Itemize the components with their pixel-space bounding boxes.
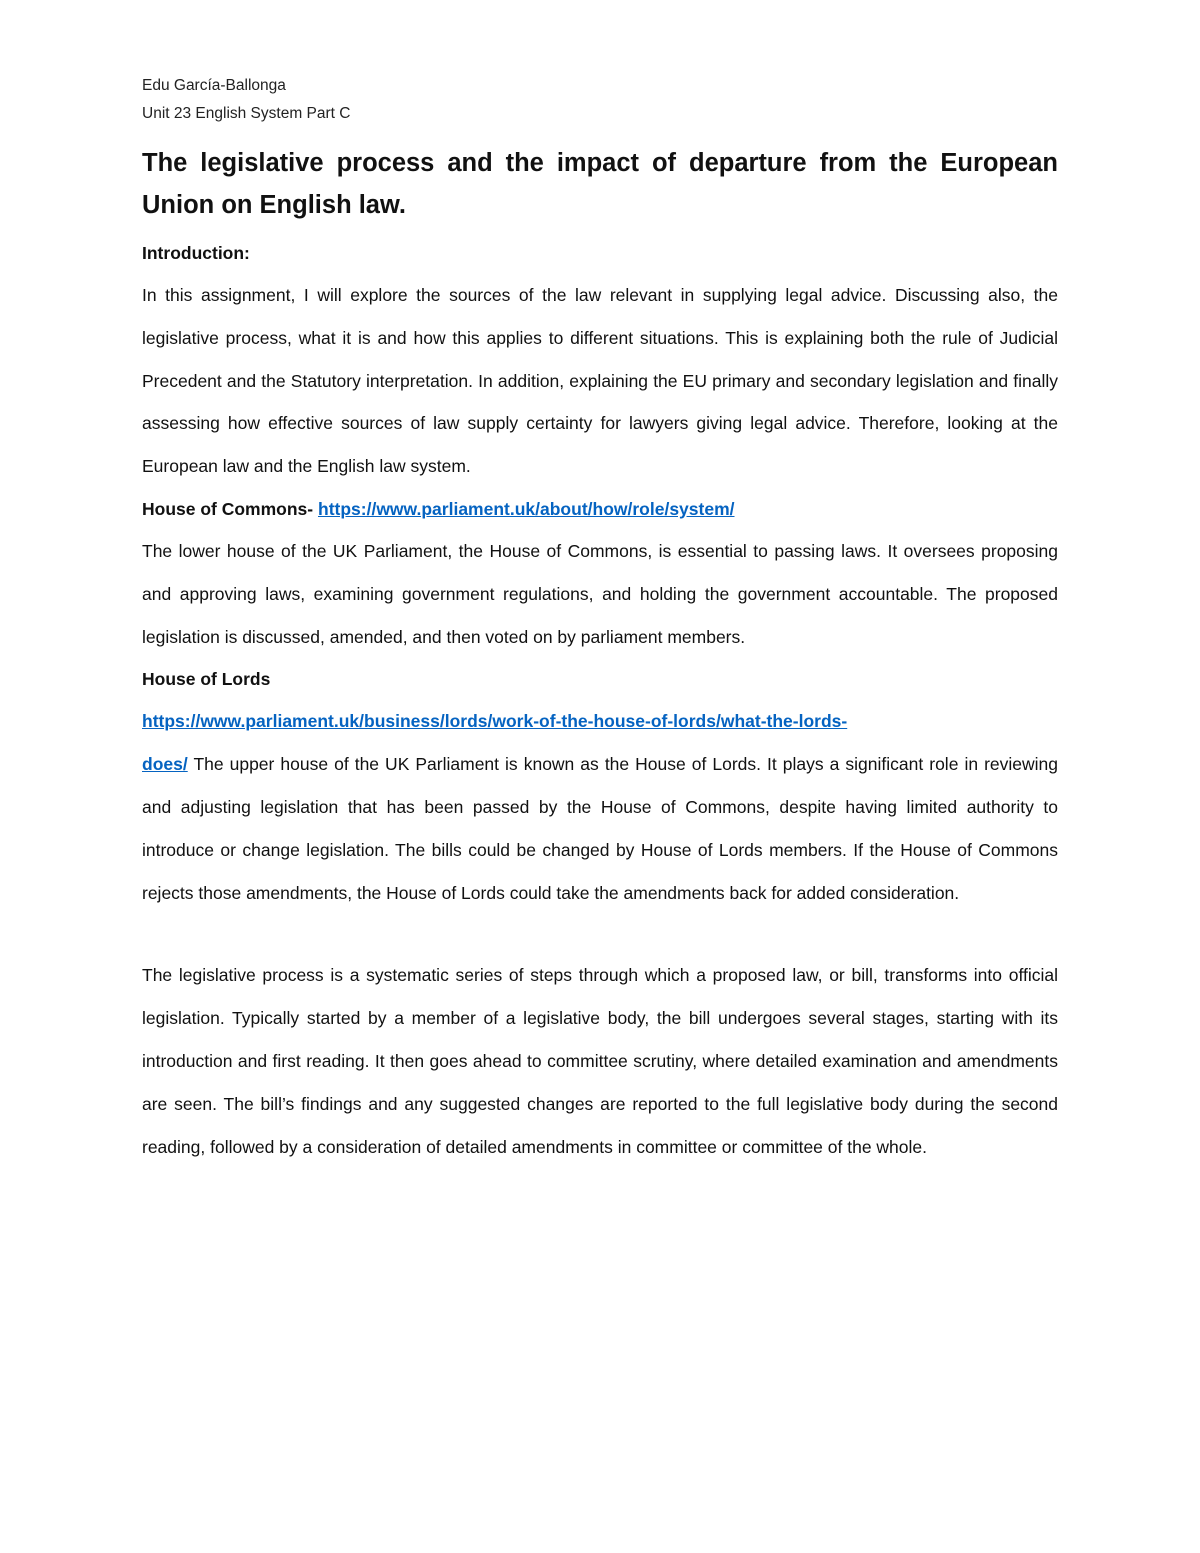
document-page <box>142 72 1058 1168</box>
process-paragraph: The legislative process is a systematic series of steps through which a proposed law, or bill, transforms into official legislation. Typically started by a member of a legislative body, the bill undergoes several stages, starting with its introduction and first reading. It then goes ahead to committee scrutiny, where detailed examination and amendments are seen. The bill’s findings and any suggested changes are reported to the full legislative body during the second reading, followed by a consideration of detailed amendments in committee or committee of the whole. <box>142 965 1058 1157</box>
author-name: Edu García-Ballonga <box>142 77 286 94</box>
introduction-paragraph: In this assignment, I will explore the sources of the law relevant in supplying legal advice. Discussing also, the legislative process, what it is and how this applies to different situations. This is explaining both the rule of Judicial Precedent and the Statutory interpretation. In addition, explaining the EU primary and secondary legislation and finally assessing how effective sources of law supply certainty for lawyers giving legal advice. Therefore, looking at the European law and the English law system. <box>142 285 1058 477</box>
lords-heading: House of Lords <box>142 669 271 690</box>
lords-paragraph <box>142 700 1058 914</box>
lords-body: The upper house of the UK Parliament is known as the House of Lords. It plays a significant role in reviewing and adjusting legislation that has been passed by the House of Commons, despite having limited authority to introduce or change legislation. The bills could be changed by House of Lords members. If the House of Commons rejects those amendments, the House of Lords could take the amendments back for added consideration. <box>142 754 1059 903</box>
introduction-heading: Introduction: <box>142 243 250 263</box>
commons-link[interactable]: https://www.parliament.uk/about/how/role/system/ <box>318 498 735 519</box>
commons-heading: House of Commons- <box>142 498 314 519</box>
document-title: The legislative process and the impact of departure from the European Union on English law. <box>142 149 1058 219</box>
lords-link-part2: does/ <box>142 754 188 775</box>
commons-heading-line <box>142 488 1058 530</box>
commons-paragraph: The lower house of the UK Parliament, the House of Commons, is essential to passing laws. It oversees proposing and approving laws, examining government regulations, and holding the government accountable. The proposed legislation is discussed, amended, and then voted on by parliament members. <box>142 540 1058 647</box>
paragraph-spacer <box>142 914 1058 954</box>
lords-link-part1: https://www.parliament.uk/business/lords/work-of-the-house-of-lords/what-the-lords- <box>142 711 848 732</box>
unit-label: Unit 23 English System Part C <box>142 105 351 122</box>
